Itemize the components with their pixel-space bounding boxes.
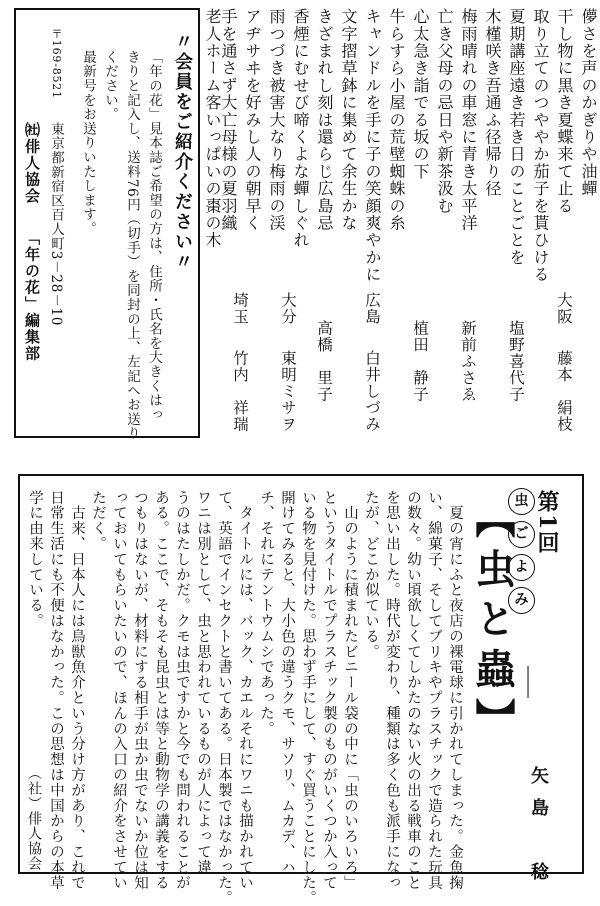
article-text-line: というタイトルでプラスチック製のものがいくつか入って — [321, 490, 337, 891]
notice-postal-code: 〒169-8521 — [50, 28, 63, 99]
haiku-line: 梅雨晴れの車窓に青き太平洋 — [459, 8, 478, 232]
notice-organization: ㈳俳人協会 — [23, 122, 41, 205]
notice-body-line: ください。 — [102, 50, 118, 122]
poet-name: 高橋 里子 — [315, 320, 333, 403]
article-text-line: 学に由来している。 — [27, 490, 43, 629]
poet-prefecture: 広島 — [363, 292, 381, 325]
poet-name: 新前ふさゑ — [459, 320, 477, 403]
article-text-line: を思い出した。時代が変わり、種類は多く色も派手になっ — [384, 490, 400, 891]
article-text-line: うのはたしかだ。クモは虫ですかと今でも問われることが — [174, 490, 190, 891]
haiku-line: 木槿咲き吾通ふ径帰り径 — [483, 8, 502, 198]
poet-name: 東明ミサヲ — [279, 350, 297, 433]
poet-name: 植田 静子 — [411, 320, 429, 403]
article-author: 矢島 稔 — [528, 766, 549, 894]
notice-address: 東京都新宿区百人町3－28－10 — [48, 122, 64, 327]
article-text-line: タイトルには、バック、カエルそれにワニも描かれてい — [237, 490, 253, 891]
article-text-line: の数々。幼い頃欲しくてしかたのない火の出る戦車のこと — [405, 490, 421, 891]
poet-prefecture: 大分 — [279, 292, 297, 325]
article-text-line: っておいてもらいたいので、ほんの入口の紹介をさせてい — [111, 490, 127, 891]
haiku-line: 香煙にむせび啼くよな蟬しぐれ — [291, 8, 310, 249]
notice-body-line: 「年の花」見本誌ご希望の方は、住所・氏名を大きくはっ — [146, 50, 162, 422]
haiku-line: 心太急き詣でる坂の下 — [411, 8, 430, 180]
haiku-line: 取り立てのつややか茄子を貰ひける — [531, 8, 550, 284]
haiku-line: 干し物に黒き夏蝶来て止る — [555, 8, 574, 215]
notice-department: 「年の花」編集部 — [23, 230, 41, 362]
poet-name: 藤本 絹枝 — [555, 350, 573, 433]
poet-name: 竹内 祥瑞 — [231, 350, 249, 433]
article-text-line: つもりはないが、材料にする相手が虫か虫でないか位は知 — [132, 490, 148, 891]
series-char: ご — [508, 521, 535, 548]
poet-name: 塩野喜代子 — [507, 320, 525, 403]
haiku-line: 亡き父母の忌日や新茶汲む — [435, 8, 454, 215]
poet-attribution — [552, 292, 576, 325]
haiku-line: 夏期講座遠き若き日のことごとを — [507, 8, 526, 266]
article-text-line: ワニは別として、虫と思われているものが人によって違 — [195, 490, 211, 875]
article-text-line: 夏の宵にふと夜店の裸電球に引かれてしまった。金魚掬 — [447, 490, 463, 891]
article-text-line: て、英語でインセクトと書いてある。日本製ではなかった。 — [216, 490, 232, 906]
article-text-line: ただく。 — [90, 490, 106, 552]
article-text-line: ある。ここで、そもそも昆虫とは等と動物学の講義をする — [153, 490, 169, 891]
haiku-line: 手を通さず大亡母様の夏羽織 — [219, 8, 238, 232]
notice-body-line: きりと記入し、送料76円（切手）を同封の上、左記へお送り — [124, 50, 140, 441]
article-text-line: 開けてみると、大小色の違うクモ、サソリ、ムカデ、ハ — [279, 490, 295, 875]
poet-prefecture: 埼玉 — [231, 292, 249, 325]
insect-column-article — [18, 474, 584, 906]
article-text-line: チ、それにテントウムシであった。 — [258, 490, 274, 737]
member-referral-notice — [14, 8, 200, 441]
series-char: よ — [508, 554, 535, 581]
article-text-line: 山のように積まれたビニール袋の中に「虫のいろいろ」 — [342, 490, 358, 891]
article-text-line: い、綿菓子、そしてブリキやプラスチックで造られた玩具 — [426, 490, 442, 891]
haiku-line: 儚さを声のかぎりや油蟬 — [579, 8, 598, 198]
article-text-line: たが、どこか似ている。 — [363, 490, 379, 660]
article-text-line: 古来、日本人には鳥獣魚介という分け方があり、これで — [69, 490, 85, 891]
haiku-line: アヂサヰを好みし人の朝早く — [243, 8, 262, 232]
haiku-line: 文字摺草鉢に集めて余生かな — [339, 8, 358, 232]
series-dash: ―― — [520, 666, 539, 698]
article-title: 【虫と蟲】 — [469, 498, 516, 748]
article-credit: （社）俳人協会 — [26, 766, 42, 871]
article-text-line: 日常生活にも不便はなかった。この思想は中国からの本草 — [48, 490, 64, 891]
haiku-line: 牛らすら小屋の荒壁蜘蛛の糸 — [387, 8, 406, 232]
series-char: み — [508, 587, 535, 614]
poet-prefecture: 大阪 — [555, 292, 573, 325]
haiku-line: 雨つづき被害大なり梅雨の渓 — [267, 8, 286, 232]
episode-number: 第1回 — [534, 490, 560, 556]
haiku-line: キャンドルを手に子の笑顔爽やかに — [363, 8, 382, 284]
series-char: 虫 — [508, 488, 535, 515]
article-text-line: いる物を見付けた。思わず手にして、すぐ買うことにした。 — [300, 490, 316, 906]
haiku-line: きざまれし刻は還らじ広島忌 — [315, 8, 334, 232]
notice-title: 〃会員をご紹介ください〃 — [172, 32, 193, 272]
notice-body-line: 最新号をお送りいたします。 — [80, 50, 96, 236]
haiku-line: 老人ホーム客いっぱいの棗の木 — [203, 8, 222, 249]
poet-name: 白井しづみ — [363, 350, 381, 433]
